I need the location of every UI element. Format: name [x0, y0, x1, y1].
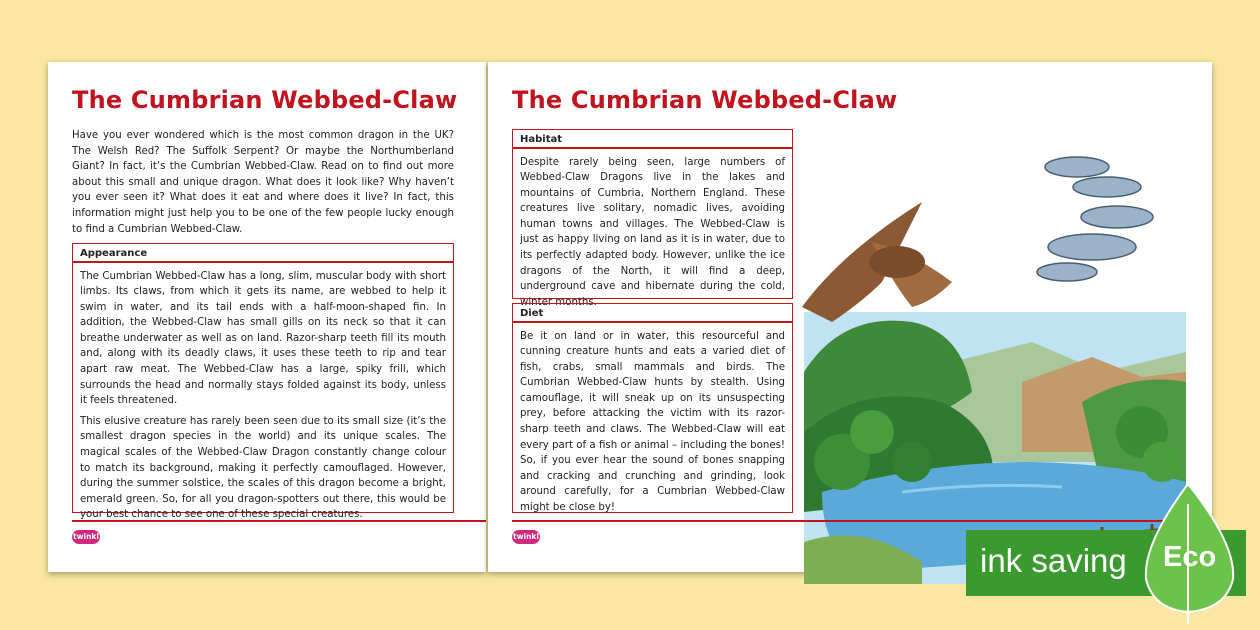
habitat-heading: Habitat [520, 134, 563, 145]
appearance-paragraph-2: This elusive creature has rarely been seen due to its small size (it’s the smallest dragon species in the world) and its unique scales. The magical scales of the Webbed-Claw Dragon constantly change colour to match its background, making it perfectly camouflaged. However, during the summer solstice, the scales of this dragon become a bright, emerald green. So, for all you dragon-spotters out there, this would be your best chance to see one of these special creatures. [80, 415, 446, 521]
page-title: The Cumbrian Webbed-Claw [72, 86, 458, 114]
appearance-divider [73, 261, 453, 263]
left-page [48, 62, 486, 572]
footer-divider [72, 520, 486, 522]
habitat-paragraph: Despite rarely being seen, large numbers of Webbed-Claw Dragons live in the lakes and mountains of Cumbria, Northern England. These creatures live solitary, nomadic lives, avoiding human towns and villages. The Webbed-Claw is just as happy living on land as it is in water, due to its perfectly adapted body. However, unlike the ice dragons of the North, it will find a deep, underground cave and hibernate during the cold, winter months. [520, 156, 785, 308]
habitat-box [512, 129, 793, 308]
habitat-divider [513, 147, 792, 149]
appearance-heading: Appearance [80, 248, 148, 259]
lake-landscape-illustration [802, 132, 1192, 584]
diet-paragraph: Be it on land or in water, this resourceful and cunning creature hunts and eats a varied diet of fish, crabs, small mammals and birds. The Cumbrian Webbed-Claw hunts by stealth. Using camouflage, it will sneak up on its unsuspecting prey, before attacking the victim with its razor-sharp teeth and claws. The Webbed-Claw will eat every part of a fish or animal – including the bones! So, if you ever hear the sound of bones snapping and cracking and crunching and grinding, look around carefully, for a Cumbrian Webbed-Claw might be close by! [520, 330, 785, 514]
appearance-paragraph-1: The Cumbrian Webbed-Claw has a long, slim, muscular body with short limbs. Its claws, from which it gets its name, are webbed to help it swim in water, and its tail ends with a half-moon-shaped fin. In addition, the Webbed-Claw has small gills on its neck so that it can breathe underwater as well as on land. Razor-sharp teeth fill its mouth and, along with its deadly claws, it uses these teeth to rip and tear apart raw meat. The Webbed-Claw has a large, spiky frill, which surrounds the head and normally stays folded against its body, unless it feels threatened. [80, 270, 446, 407]
intro-paragraph: Have you ever wondered which is the most common dragon in the UK? The Welsh Red? The Suffolk Serpent? Or maybe the Northumberland Giant? In fact, it’s the Cumbrian Webbed-Claw. Read on to find out more about this small and unique dragon. What does it look like? Why haven’t you ever seen it? What does it eat and where does it live? In fact, this information might just help you to be one of the few people lucky enough to find a Cumbrian Webbed-Claw. [72, 130, 454, 235]
appearance-box [72, 243, 454, 521]
ink-saving-label: ink saving [980, 542, 1127, 579]
twinkl-logo: twinkl [512, 530, 540, 544]
right-page [488, 62, 1212, 572]
diet-heading: Diet [520, 308, 544, 319]
page-title: The Cumbrian Webbed-Claw [512, 86, 898, 114]
footer-divider [512, 520, 1212, 522]
diet-box [512, 303, 793, 513]
diet-divider [513, 321, 792, 323]
eco-label: Eco [1163, 541, 1217, 573]
twinkl-logo: twinkl [72, 530, 100, 544]
hawk-icon [802, 202, 952, 322]
fish-icon [1037, 157, 1153, 281]
